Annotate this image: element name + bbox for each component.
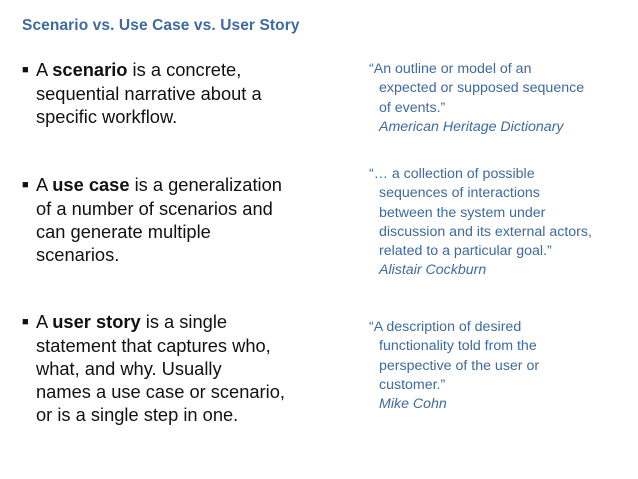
bullet-use-case — [22, 173, 312, 266]
bullet-first-line — [22, 58, 312, 82]
quote-line: sequences of interactions — [379, 185, 540, 202]
bullet-term: use case — [52, 174, 130, 195]
bullet-line: scenarios. — [36, 244, 120, 265]
bullet-line: sequential narrative about a — [36, 83, 262, 104]
bullet-prefix: A — [36, 59, 53, 80]
square-bullet-icon: ■ — [22, 179, 29, 191]
bullet-line: of a number of scenarios and — [36, 198, 273, 219]
quote-mike-cohn — [369, 318, 629, 414]
bullet-line: statement that captures who, — [36, 335, 271, 356]
quote-line: of events.” — [379, 99, 446, 116]
bullet-scenario — [22, 58, 312, 128]
bullet-line: specific workflow. — [36, 106, 178, 127]
bullet-term: scenario — [52, 59, 128, 80]
bullet-suffix: is a single — [140, 311, 228, 332]
quote-cockburn — [369, 165, 629, 281]
bullet-prefix: A — [36, 174, 53, 195]
quote-line: discussion and its external actors, — [379, 223, 592, 240]
quote-attribution: Mike Cohn — [379, 396, 447, 413]
quote-american-heritage — [369, 60, 629, 137]
quote-line: related to a particular goal.” — [379, 243, 552, 260]
bullet-first-line — [22, 310, 312, 334]
quote-line: expected or supposed sequence — [379, 80, 585, 97]
bullet-line: can generate multiple — [36, 221, 211, 242]
bullet-prefix: A — [36, 311, 53, 332]
quote-line: “An outline or model of an — [369, 61, 532, 77]
quote-attribution: Alistair Cockburn — [379, 262, 487, 279]
bullet-line: or is a single step in one. — [36, 404, 239, 425]
bullet-term: user story — [52, 311, 141, 332]
bullet-user-story — [22, 310, 312, 426]
quote-line: “… a collection of possible — [369, 166, 535, 182]
quote-attribution: American Heritage Dictionary — [379, 118, 564, 135]
quote-line: “A description of desired — [369, 319, 522, 335]
square-bullet-icon: ■ — [22, 64, 29, 76]
quote-line: perspective of the user or — [379, 357, 540, 374]
slide-title: Scenario vs. Use Case vs. User Story — [22, 17, 300, 34]
quote-line: between the system under — [379, 204, 546, 221]
quote-line: functionality told from the — [379, 338, 537, 355]
bullet-suffix: is a concrete, — [127, 59, 242, 80]
bullet-first-line — [22, 173, 312, 197]
quote-line: customer.” — [379, 376, 446, 393]
square-bullet-icon: ■ — [22, 316, 29, 328]
bullet-suffix: is a generalization — [129, 174, 282, 195]
bullet-line: what, and why. Usually — [36, 358, 222, 379]
bullet-line: names a use case or scenario, — [36, 381, 285, 402]
